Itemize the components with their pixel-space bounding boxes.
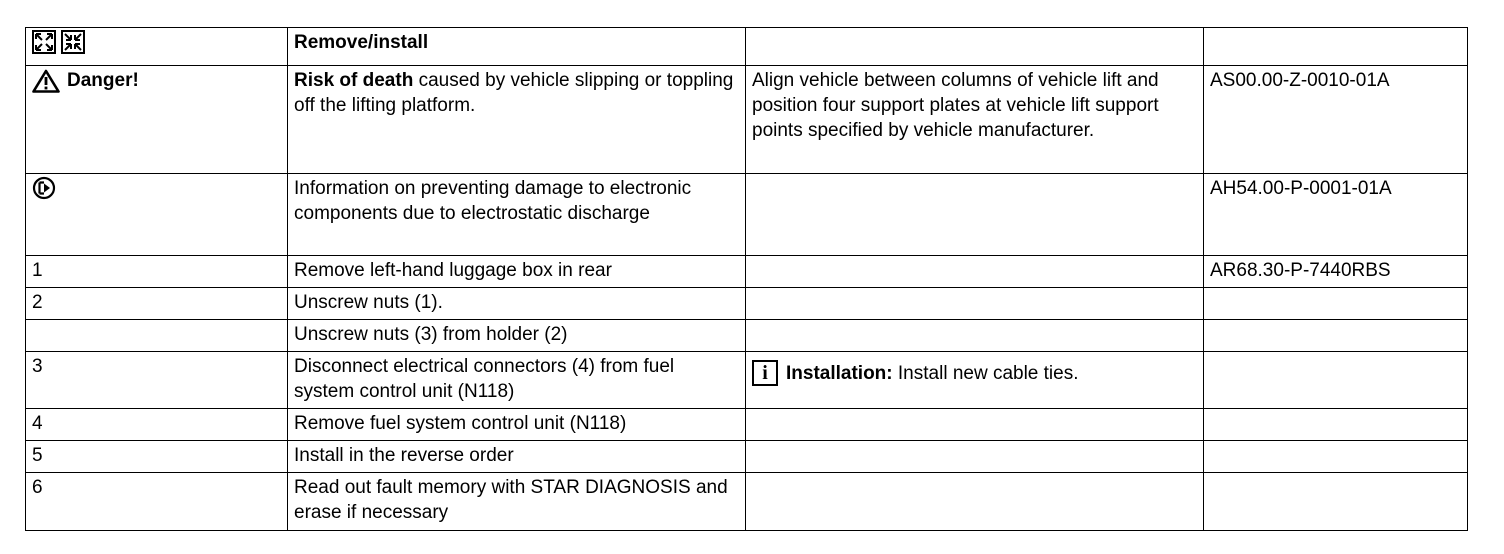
- warning-triangle-icon: [32, 69, 60, 93]
- step-row: [26, 352, 1468, 409]
- danger-cell: [26, 66, 288, 174]
- header-empty-cell: [1204, 28, 1468, 66]
- danger-instruction: Align vehicle between columns of vehicle lift and position four support plates at vehicle lift support points specified by vehicle manufacturer.: [746, 66, 1204, 174]
- step-note: [746, 352, 1204, 409]
- step-note: [746, 320, 1204, 352]
- step-reference: [1204, 320, 1468, 352]
- procedure-table: [25, 27, 1468, 531]
- step-row: [26, 288, 1468, 320]
- step-number: [26, 320, 288, 352]
- step-note: [746, 288, 1204, 320]
- esd-empty-cell: [746, 174, 1204, 256]
- step-text: Unscrew nuts (3) from holder (2): [288, 320, 746, 352]
- step-number: 3: [26, 352, 288, 409]
- header-icons-cell: [26, 28, 288, 66]
- step-reference: [1204, 473, 1468, 531]
- step-note: [746, 441, 1204, 473]
- step-text: Unscrew nuts (1).: [288, 288, 746, 320]
- esd-text: Information on preventing damage to electronic components due to electrostatic discharge: [288, 174, 746, 256]
- step-row: [26, 256, 1468, 288]
- esd-warning-icon: [32, 176, 56, 200]
- step-text: Remove fuel system control unit (N118): [288, 409, 746, 441]
- installation-text: Install new cable ties.: [892, 362, 1079, 384]
- esd-row: [26, 174, 1468, 256]
- step-reference: [1204, 441, 1468, 473]
- step-number: 4: [26, 409, 288, 441]
- installation-label: Installation:: [786, 362, 893, 384]
- step-reference: AR68.30-P-7440RBS: [1204, 256, 1468, 288]
- step-number: 6: [26, 473, 288, 531]
- step-text: Install in the reverse order: [288, 441, 746, 473]
- danger-reference: AS00.00-Z-0010-01A: [1204, 66, 1468, 174]
- collapse-arrows-icon: [61, 30, 85, 54]
- risk-cell: [288, 66, 746, 174]
- header-empty-cell: [746, 28, 1204, 66]
- risk-text: caused by vehicle slipping or toppling off the lifting platform.: [294, 70, 734, 116]
- expand-arrows-icon: [32, 30, 56, 54]
- header-title: Remove/install: [288, 28, 746, 66]
- step-note: [746, 473, 1204, 531]
- step-number: 1: [26, 256, 288, 288]
- step-text: Remove left-hand luggage box in rear: [288, 256, 746, 288]
- esd-reference: AH54.00-P-0001-01A: [1204, 174, 1468, 256]
- danger-row: [26, 66, 1468, 174]
- header-row: [26, 28, 1468, 66]
- step-number: 2: [26, 288, 288, 320]
- step-row: [26, 441, 1468, 473]
- step-text: Disconnect electrical connectors (4) from fuel system control unit (N118): [288, 352, 746, 409]
- step-reference: [1204, 352, 1468, 409]
- step-text: Read out fault memory with STAR DIAGNOSIS and erase if necessary: [288, 473, 746, 531]
- step-row: [26, 409, 1468, 441]
- info-icon: i: [752, 360, 778, 386]
- step-row: [26, 473, 1468, 531]
- risk-bold-text: Risk of death: [294, 70, 414, 91]
- step-note: [746, 256, 1204, 288]
- step-reference: [1204, 409, 1468, 441]
- step-row: [26, 320, 1468, 352]
- esd-icon-cell: [26, 174, 288, 256]
- step-reference: [1204, 288, 1468, 320]
- danger-label: Danger!: [67, 70, 139, 91]
- step-note: [746, 409, 1204, 441]
- step-number: 5: [26, 441, 288, 473]
